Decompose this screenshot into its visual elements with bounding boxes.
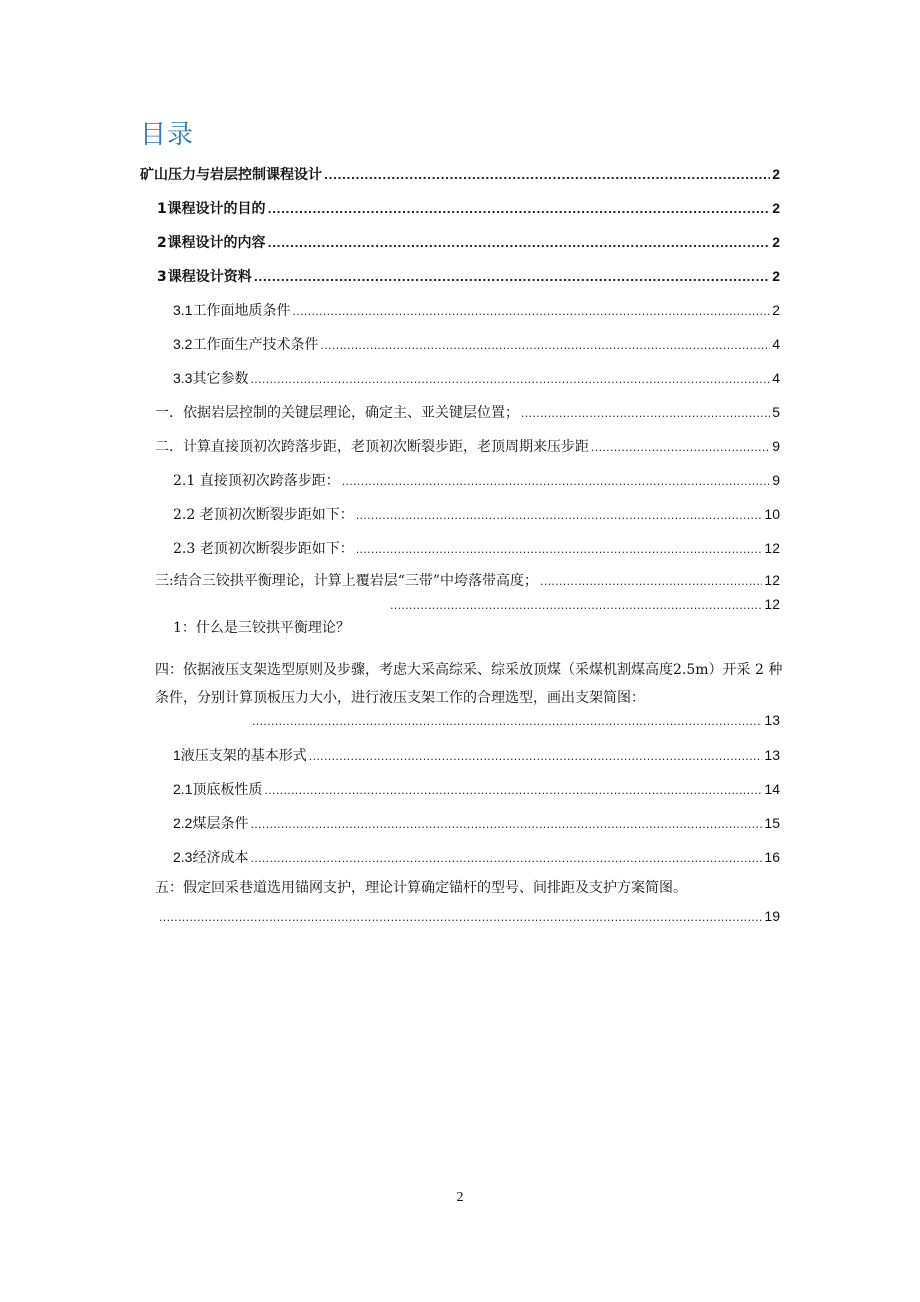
toc-entry[interactable] <box>157 266 780 288</box>
toc-entry[interactable] <box>155 570 780 592</box>
toc-entry-page: 2 <box>772 166 780 182</box>
toc-entry[interactable] <box>173 813 780 835</box>
toc-entry-text: 课程设计的内容 <box>167 235 266 251</box>
toc-leader <box>268 234 771 254</box>
toc-entry[interactable] <box>140 164 780 186</box>
toc-leader <box>324 166 770 186</box>
toc-entry[interactable] <box>173 538 780 560</box>
toc-entry-page: 12 <box>764 540 780 556</box>
toc-entry[interactable] <box>173 779 780 801</box>
toc-entry-page: 9 <box>772 438 780 454</box>
toc-entry-leader-line[interactable] <box>157 906 780 928</box>
toc-entry-number: 3.1 <box>173 302 193 318</box>
toc-entry-multiline[interactable] <box>155 874 783 902</box>
toc-entry-number: 2 <box>157 235 167 251</box>
toc-entry[interactable] <box>173 745 780 767</box>
toc-leader <box>264 781 762 801</box>
toc-entry-text: 五：假定回采巷道选用锚网支护，理论计算确定锚杆的型号、间排距及支护方案简图。 <box>155 880 687 896</box>
toc-leader <box>268 200 771 220</box>
toc-entry[interactable] <box>173 504 780 526</box>
toc-entry-page: 4 <box>772 336 780 352</box>
toc-entry-number: 3 <box>157 269 167 285</box>
toc-entry-text: 2.2 老顶初次断裂步距如下： <box>173 507 354 523</box>
toc-entry-text: 2.1 直接顶初次跨落步距： <box>173 473 340 489</box>
toc-entry-text: 其它参数 <box>192 371 249 387</box>
toc-entry-page: 10 <box>764 506 780 522</box>
toc-entry-multiline[interactable] <box>155 656 783 712</box>
toc-entry-page: 14 <box>764 781 780 797</box>
toc-entry-text: 煤层条件 <box>192 816 249 832</box>
toc-leader <box>254 268 770 288</box>
toc-entry[interactable] <box>173 847 780 869</box>
toc-entry-text: 2.3 老顶初次断裂步距如下： <box>173 541 354 557</box>
toc-entry[interactable] <box>173 618 780 638</box>
toc-entry-page: 13 <box>764 747 780 763</box>
toc-entry[interactable] <box>155 402 780 424</box>
toc-leader <box>356 506 763 526</box>
toc-leader <box>320 336 770 356</box>
toc-entry-page: 2 <box>772 200 780 216</box>
toc-entry-page: 16 <box>764 849 780 865</box>
toc-leader <box>252 712 762 732</box>
toc-entry[interactable] <box>173 470 780 492</box>
toc-leader <box>309 747 763 767</box>
toc-leader <box>250 370 770 390</box>
toc-entry-text: 二．计算直接顶初次跨落步距，老顶初次断裂步距，老顶周期来压步距 <box>155 439 589 455</box>
toc-entry-text: 工作面地质条件 <box>192 303 291 319</box>
toc-leader <box>342 472 770 492</box>
toc-entry-leader-line[interactable] <box>250 710 780 732</box>
toc-entry-number: 2.1 <box>173 781 193 797</box>
toc-title: 目录 <box>140 120 195 150</box>
toc-entry-text: 1：什么是三铰拱平衡理论？ <box>173 620 350 636</box>
toc-entry-text: 经济成本 <box>192 850 249 866</box>
toc-leader <box>250 815 762 835</box>
toc-entry-number: 3.3 <box>173 370 193 386</box>
toc-entry-text: 一．依据岩层控制的关键层理论，确定主、亚关键层位置； <box>155 405 519 421</box>
toc-leader <box>292 302 770 322</box>
toc-entry-text: 液压支架的基本形式 <box>180 748 307 764</box>
toc-entry-number: 3.2 <box>173 336 193 352</box>
toc-entry-text: 工作面生产技术条件 <box>192 337 319 353</box>
toc-entry-page: 12 <box>764 572 780 588</box>
toc-entry-text: 课程设计的目的 <box>167 201 266 217</box>
toc-entry-page: 15 <box>764 815 780 831</box>
toc-entry-number: 1 <box>173 747 181 763</box>
toc-entry-page: 12 <box>764 596 780 612</box>
toc-entry-page: 4 <box>772 370 780 386</box>
toc-entry-number: 2.3 <box>173 849 193 865</box>
page-number: 2 <box>456 1190 464 1205</box>
toc-entry-text: 四：依据液压支架选型原则及步骤，考虑大采高综采、综采放顶煤（采煤机割煤高度2.5m）开采 2 种条件，分别计算顶板压力大小，进行液压支架工作的合理选型，画出支架简图： <box>155 662 783 706</box>
toc-entry-number: 2.2 <box>173 815 193 831</box>
toc-leader <box>356 540 763 560</box>
toc-entry-text: 三:结合三铰拱平衡理论，计算上覆岩层“三带”中垮落带高度； <box>155 573 539 589</box>
toc-leader <box>250 849 762 869</box>
toc-entry-text: 顶底板性质 <box>192 782 263 798</box>
toc-leader <box>540 572 762 592</box>
toc-entry[interactable] <box>173 368 780 390</box>
toc-entry-page: 19 <box>764 908 780 924</box>
toc-entry[interactable] <box>157 198 780 220</box>
toc-entry-text: 课程设计资料 <box>167 269 252 285</box>
toc-leader <box>521 404 770 424</box>
toc-entry-page: 13 <box>764 712 780 728</box>
toc-entry[interactable] <box>173 334 780 356</box>
toc-entry-page: 5 <box>772 404 780 420</box>
toc-entry[interactable] <box>173 300 780 322</box>
toc-leader <box>159 908 762 928</box>
toc-leader <box>591 438 770 458</box>
toc-entry-page: 2 <box>772 234 780 250</box>
toc-entry-text: 矿山压力与岩层控制课程设计 <box>140 167 322 183</box>
toc-entry-page: 2 <box>772 302 780 318</box>
toc-entry[interactable] <box>155 436 780 458</box>
toc-entry-page: 9 <box>772 472 780 488</box>
toc-entry-number: 1 <box>157 201 167 217</box>
toc-entry[interactable] <box>388 594 780 616</box>
toc-entry-page: 2 <box>772 268 780 284</box>
toc-leader <box>390 596 762 616</box>
toc-entry[interactable] <box>157 232 780 254</box>
